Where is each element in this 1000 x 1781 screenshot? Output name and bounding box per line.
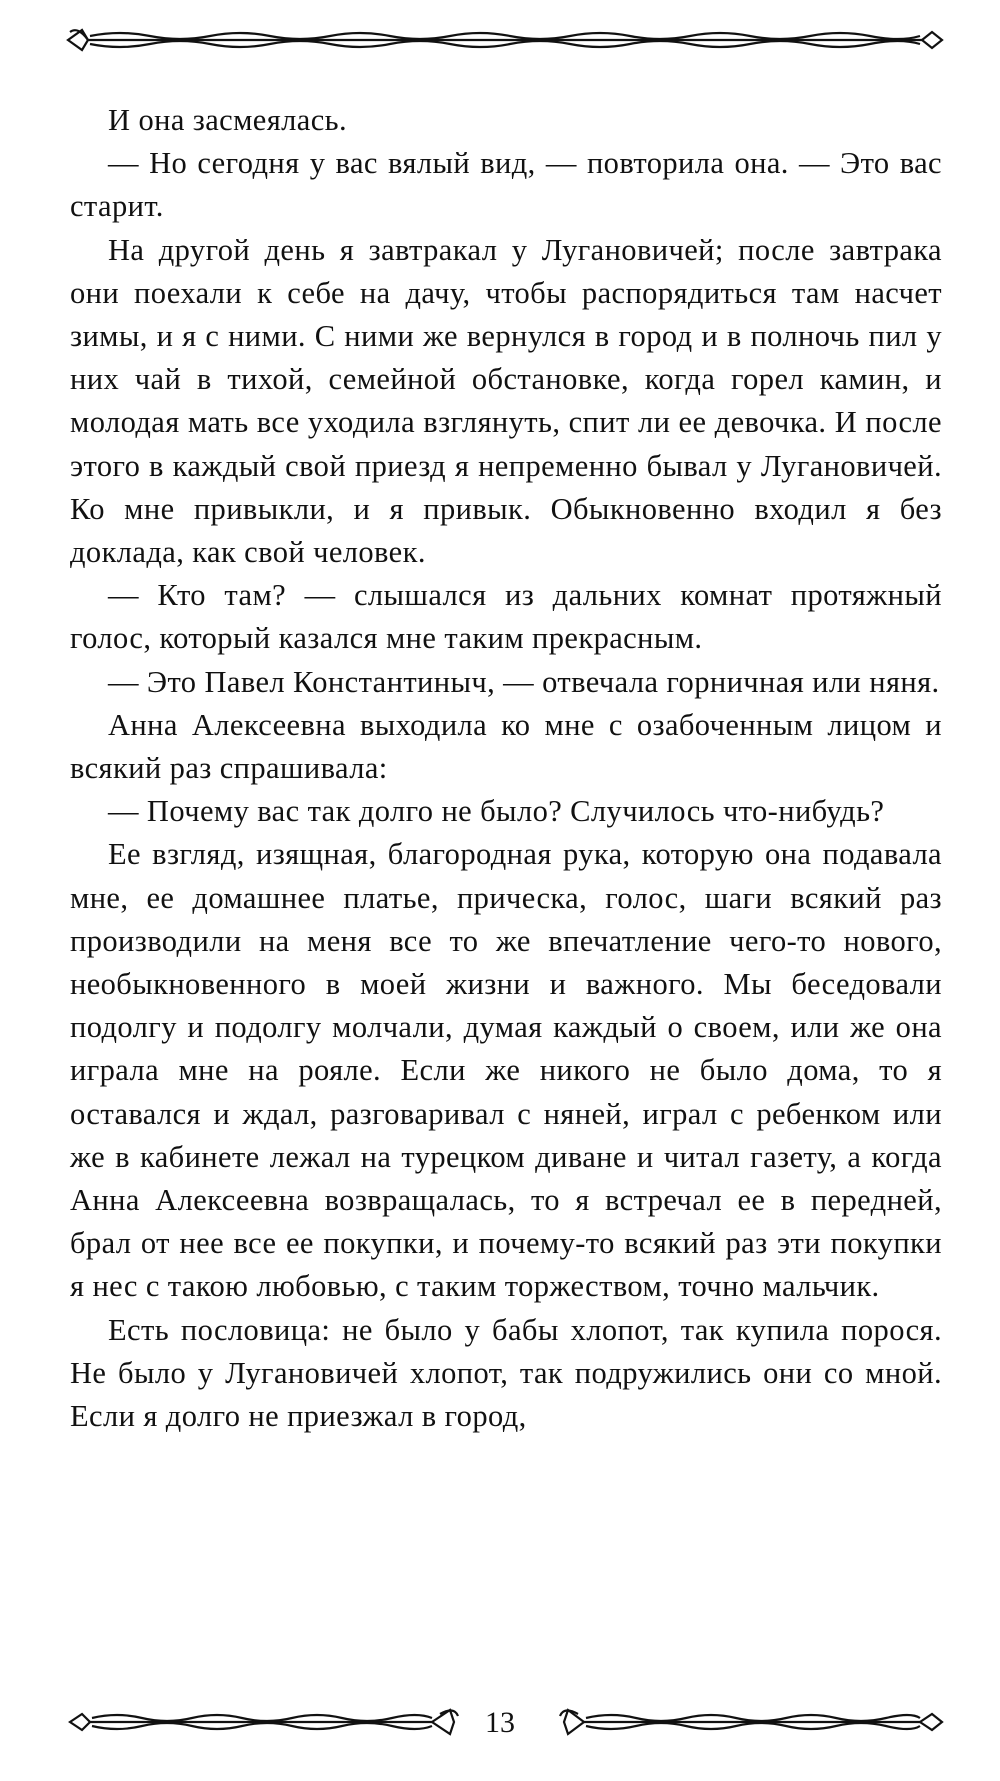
bottom-right-vine-ornament-icon	[556, 1704, 950, 1740]
paragraph: На другой день я завтракал у Лугановичей; после завтрака они поехали к себе на дачу, чтобы распорядиться там насчет зимы, и я с ними. С ними же вернулся в город и в полночь пил у них чай в тихой, семейной обстановке, когда горел камин, и молодая мать все уходила взглянуть, спит ли ее девочка. И после этого в каждый свой приезд я непременно бывал у Лугановичей. Ко мне привыкли, и я привык. Обыкновенно входил я без доклада, как свой человек.	[70, 232, 942, 570]
text-body	[70, 99, 942, 1438]
paragraph: — Почему вас так долго не было? Случилось что-нибудь?	[108, 794, 885, 829]
paragraph: Есть пословица: не было у бабы хлопот, так купила порося. Не было у Лугановичей хлопот, так подружились они со мной. Если я долго не приезжал в город,	[70, 1312, 942, 1434]
paragraph: — Но сегодня у вас вялый вид, — повторила она. — Это вас старит.	[70, 146, 942, 224]
paragraph: Ее взгляд, изящная, благородная рука, которую она подавала мне, ее домашнее платье, прическа, голос, шаги всякий раз производили на меня все то же впечатление чего-то нового, необыкновенного в моей жизни и важного. Мы беседовали подолгу и подолгу молчали, думая каждый о своем, или же она играла мне на рояле. Если же никого не было дома, то я оставался и ждал, разговаривал с няней, играл с ребенком или же в кабинете лежал на турецком диване и читал газету, а когда Анна Алексеевна возвращалась, то я встречал ее в передней, брал от нее все ее покупки, и почему-то всякий раз эти покупки я нес с такою любовью, с таким торжеством, точно мальчик.	[70, 837, 942, 1304]
top-vine-ornament-icon	[60, 22, 950, 58]
paragraph: — Это Павел Константиныч, — отвечала горничная или няня.	[108, 664, 940, 699]
paragraph: И она засмеялась.	[108, 103, 348, 137]
paragraph: — Кто там? — слышался из дальних комнат протяжный голос, который казался мне таким прекрасным.	[70, 578, 942, 656]
paragraph: Анна Алексеевна выходила ко мне с озабоченным лицом и всякий раз спрашивала:	[70, 707, 942, 786]
bottom-left-vine-ornament-icon	[62, 1704, 462, 1740]
page-number: 13	[485, 1706, 515, 1739]
